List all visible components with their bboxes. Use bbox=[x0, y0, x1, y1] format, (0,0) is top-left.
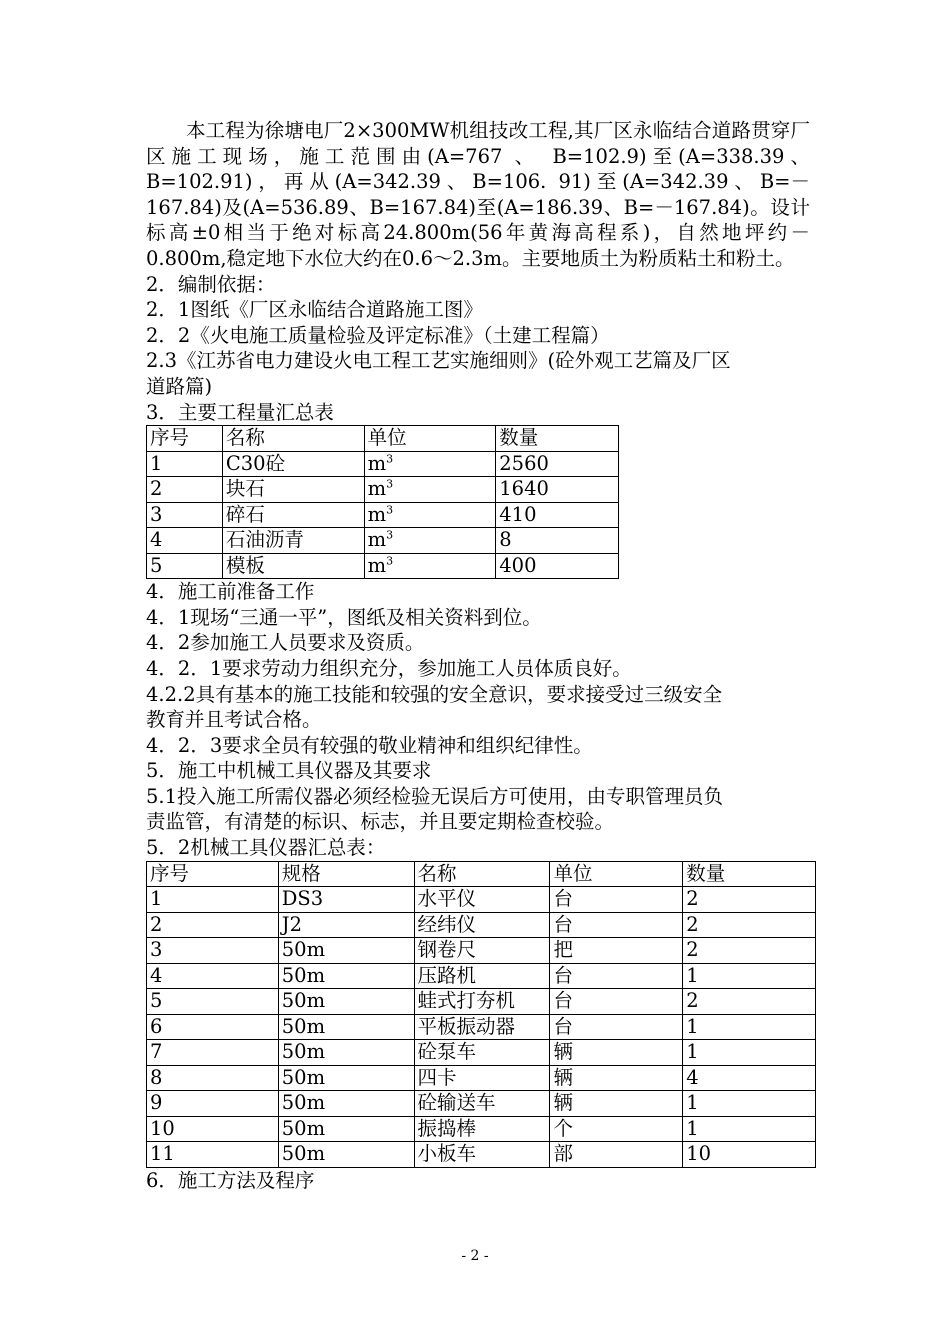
section-2-heading: 2．编制依据： bbox=[146, 272, 276, 296]
qty-cell: 2560 bbox=[496, 451, 619, 477]
header-cell: 数量 bbox=[496, 426, 619, 452]
unit-cell: 台 bbox=[550, 1014, 683, 1040]
spec-cell: 50m bbox=[278, 963, 414, 989]
unit-exponent: 3 bbox=[386, 554, 394, 568]
unit-cell: 辆 bbox=[550, 1065, 683, 1091]
unit-exponent: 3 bbox=[386, 452, 394, 466]
name-cell: 模板 bbox=[222, 553, 364, 579]
table-row bbox=[147, 477, 619, 503]
table-row bbox=[147, 528, 619, 554]
quantity-table bbox=[146, 425, 619, 579]
unit-cell bbox=[364, 451, 496, 477]
table-row bbox=[147, 887, 816, 913]
qty-cell: 2 bbox=[683, 912, 816, 938]
unit-cell bbox=[364, 528, 496, 554]
table-row bbox=[147, 1091, 816, 1117]
qty-cell: 1 bbox=[683, 1116, 816, 1142]
qty-cell: 2 bbox=[683, 938, 816, 964]
table-header-row bbox=[147, 861, 816, 887]
section-2-3-line2: 道路篇) bbox=[146, 374, 213, 398]
name-cell: 经纬仪 bbox=[414, 912, 550, 938]
section-4-2-1: 4．2．1要求劳动力组织充分，参加施工人员体质良好。 bbox=[146, 656, 632, 680]
section-3-heading: 3．主要工程量汇总表 bbox=[146, 400, 334, 424]
no-cell: 3 bbox=[147, 938, 279, 964]
name-cell: 压路机 bbox=[414, 963, 550, 989]
spec-cell: J2 bbox=[278, 912, 414, 938]
name-cell: C30砼 bbox=[222, 451, 364, 477]
qty-cell: 1640 bbox=[496, 477, 619, 503]
spec-cell: 50m bbox=[278, 989, 414, 1015]
unit-exponent: 3 bbox=[386, 528, 394, 542]
qty-cell: 400 bbox=[496, 553, 619, 579]
spec-cell: 50m bbox=[278, 1091, 414, 1117]
section-4-1: 4．1现场“三通一平”，图纸及相关资料到位。 bbox=[146, 605, 542, 629]
no-cell: 1 bbox=[147, 887, 279, 913]
table-row bbox=[147, 963, 816, 989]
table-row bbox=[147, 1116, 816, 1142]
qty-cell: 410 bbox=[496, 502, 619, 528]
section-4-2-3: 4．2．3要求全员有较强的敬业精神和组织纪律性。 bbox=[146, 733, 593, 757]
unit-cell: 台 bbox=[550, 963, 683, 989]
name-cell: 石油沥青 bbox=[222, 528, 364, 554]
unit-exponent: 3 bbox=[386, 503, 394, 517]
unit-cell: 辆 bbox=[550, 1091, 683, 1117]
qty-cell: 1 bbox=[683, 1014, 816, 1040]
header-cell: 单位 bbox=[364, 426, 496, 452]
qty-cell: 2 bbox=[683, 989, 816, 1015]
name-cell: 砼泵车 bbox=[414, 1040, 550, 1066]
section-5-heading: 5．施工中机械工具仪器及其要求 bbox=[146, 759, 432, 783]
no-cell: 5 bbox=[147, 553, 223, 579]
table-header-row bbox=[147, 426, 619, 452]
table-row bbox=[147, 1014, 816, 1040]
spec-cell: 50m bbox=[278, 1116, 414, 1142]
spec-cell: DS3 bbox=[278, 887, 414, 913]
section-4-2-2-line1: 4.2.2具有基本的施工技能和较强的安全意识，要求接受过三级安全 bbox=[146, 682, 723, 706]
intro-paragraph: 本工程为徐塘电厂2×300MW机组技改工程,其厂区永临结合道路贯穿厂区施工现场，施工范围由(A=767 、 B=102.9)至(A=338.39、B=102.91)，再从(A=342.39、B=106. 91)至(A=342.39、B=－167.84)及(A=536.89、B=167.84)至(A=186.39、B=－167.84)。设计标高±0相当于绝对标高24.800m(56年黄海高程系)，自然地坪约－0.800m,稳定地下水位大约在0.6～2.3m。主要地质土为粉质粘土和粉土。 bbox=[146, 119, 810, 270]
table-row bbox=[147, 989, 816, 1015]
section-4-2-2-line2: 教育并且考试合格。 bbox=[146, 708, 322, 732]
no-cell: 9 bbox=[147, 1091, 279, 1117]
table-row bbox=[147, 1065, 816, 1091]
qty-cell: 8 bbox=[496, 528, 619, 554]
header-cell: 序号 bbox=[147, 861, 279, 887]
spec-cell: 50m bbox=[278, 1014, 414, 1040]
name-cell: 小板车 bbox=[414, 1142, 550, 1168]
unit-base: m bbox=[367, 528, 387, 552]
unit-cell: 台 bbox=[550, 887, 683, 913]
unit-cell: 台 bbox=[550, 912, 683, 938]
no-cell: 4 bbox=[147, 528, 223, 554]
page-number: - 2 - bbox=[461, 1248, 489, 1264]
name-cell: 振捣棒 bbox=[414, 1116, 550, 1142]
no-cell: 11 bbox=[147, 1142, 279, 1168]
equipment-table bbox=[146, 861, 816, 1168]
unit-cell: 辆 bbox=[550, 1040, 683, 1066]
table-row bbox=[147, 451, 619, 477]
no-cell: 8 bbox=[147, 1065, 279, 1091]
header-cell: 名称 bbox=[222, 426, 364, 452]
no-cell: 1 bbox=[147, 451, 223, 477]
section-2-3-line1: 2.3《江苏省电力建设火电工程工艺实施细则》(砼外观工艺篇及厂区 bbox=[146, 349, 731, 373]
qty-cell: 1 bbox=[683, 963, 816, 989]
header-cell: 序号 bbox=[147, 426, 223, 452]
table-row bbox=[147, 938, 816, 964]
unit-cell: 部 bbox=[550, 1142, 683, 1168]
section-4-2: 4．2参加施工人员要求及资质。 bbox=[146, 631, 425, 655]
header-cell: 单位 bbox=[550, 861, 683, 887]
no-cell: 7 bbox=[147, 1040, 279, 1066]
name-cell: 蛙式打夯机 bbox=[414, 989, 550, 1015]
unit-base: m bbox=[367, 502, 387, 526]
name-cell: 水平仪 bbox=[414, 887, 550, 913]
no-cell: 3 bbox=[147, 502, 223, 528]
table-row bbox=[147, 912, 816, 938]
section-5-2: 5．2机械工具仪器汇总表： bbox=[146, 836, 386, 860]
section-5-1-line1: 5.1投入施工所需仪器必须经检验无误后方可使用，由专职管理员负 bbox=[146, 784, 724, 808]
table-row bbox=[147, 553, 619, 579]
header-cell: 名称 bbox=[414, 861, 550, 887]
no-cell: 6 bbox=[147, 1014, 279, 1040]
unit-exponent: 3 bbox=[386, 477, 394, 491]
section-2-2: 2．2《火电施工质量检验及评定标准》（土建工程篇） bbox=[146, 323, 610, 347]
unit-cell bbox=[364, 502, 496, 528]
document-body bbox=[146, 118, 810, 1193]
qty-cell: 10 bbox=[683, 1142, 816, 1168]
no-cell: 10 bbox=[147, 1116, 279, 1142]
name-cell: 四卡 bbox=[414, 1065, 550, 1091]
spec-cell: 50m bbox=[278, 1142, 414, 1168]
unit-cell: 台 bbox=[550, 989, 683, 1015]
header-cell: 规格 bbox=[278, 861, 414, 887]
name-cell: 砼输送车 bbox=[414, 1091, 550, 1117]
unit-base: m bbox=[367, 477, 387, 501]
spec-cell: 50m bbox=[278, 1040, 414, 1066]
unit-cell: 个 bbox=[550, 1116, 683, 1142]
name-cell: 平板振动器 bbox=[414, 1014, 550, 1040]
section-2-1: 2．1图纸《厂区永临结合道路施工图》 bbox=[146, 298, 483, 322]
unit-base: m bbox=[367, 553, 387, 577]
unit-cell bbox=[364, 477, 496, 503]
name-cell: 碎石 bbox=[222, 502, 364, 528]
header-cell: 数量 bbox=[683, 861, 816, 887]
unit-cell bbox=[364, 553, 496, 579]
name-cell: 钢卷尺 bbox=[414, 938, 550, 964]
table-row bbox=[147, 1142, 816, 1168]
table-row bbox=[147, 502, 619, 528]
section-4-heading: 4．施工前准备工作 bbox=[146, 580, 315, 604]
unit-base: m bbox=[367, 451, 387, 475]
qty-cell: 2 bbox=[683, 887, 816, 913]
qty-cell: 1 bbox=[683, 1040, 816, 1066]
spec-cell: 50m bbox=[278, 1065, 414, 1091]
name-cell: 块石 bbox=[222, 477, 364, 503]
qty-cell: 1 bbox=[683, 1091, 816, 1117]
no-cell: 4 bbox=[147, 963, 279, 989]
table-row bbox=[147, 1040, 816, 1066]
qty-cell: 4 bbox=[683, 1065, 816, 1091]
no-cell: 2 bbox=[147, 477, 223, 503]
no-cell: 5 bbox=[147, 989, 279, 1015]
no-cell: 2 bbox=[147, 912, 279, 938]
section-5-1-line2: 责监管，有清楚的标识、标志，并且要定期检查校验。 bbox=[146, 810, 615, 834]
section-6-heading: 6．施工方法及程序 bbox=[146, 1168, 315, 1192]
unit-cell: 把 bbox=[550, 938, 683, 964]
spec-cell: 50m bbox=[278, 938, 414, 964]
